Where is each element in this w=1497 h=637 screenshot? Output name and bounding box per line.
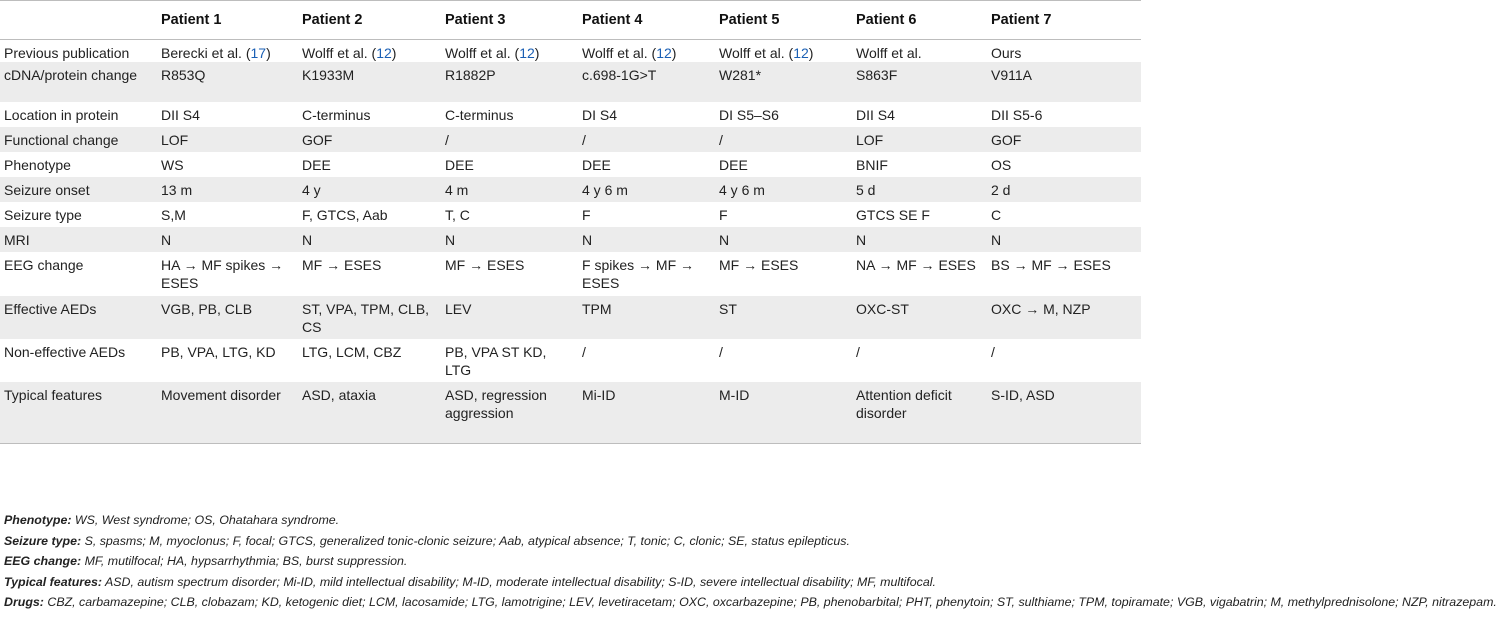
footnote-typical-features <box>4 572 1141 593</box>
cell-text: / <box>582 344 586 360</box>
header-patient-3: Patient 3 <box>441 1 578 40</box>
cell-text: Mi-ID <box>582 387 616 403</box>
table-cell <box>441 339 578 382</box>
cell-text: Movement disorder <box>161 387 281 403</box>
table-cell <box>852 339 987 382</box>
table-cell <box>441 252 578 296</box>
footnote-seizure-type <box>4 531 1141 552</box>
table-cell <box>157 102 298 127</box>
footnote-text: ASD, autism spectrum disorder; Mi-ID, mild intellectual disability; M-ID, moderate intellectual disability; S-ID, severe intellectual disability; MF, multifocal. <box>102 574 936 589</box>
cell-text: N <box>719 232 730 248</box>
cell-text: DI S5–S6 <box>719 107 779 123</box>
footnote-text: S, spasms; M, myoclonus; F, focal; GTCS, generalized tonic-clonic seizure; Aab, atypical absence; T, tonic; C, clonic; SE, status epilepticus. <box>81 533 850 548</box>
cell-text-end: ) <box>391 45 397 61</box>
table-cell <box>441 202 578 227</box>
table-cell <box>852 227 987 252</box>
table-cell <box>578 382 715 443</box>
footnote-phenotype <box>4 510 1141 531</box>
row-label: Location in protein <box>4 107 119 123</box>
footnote-eeg-change <box>4 551 1141 572</box>
header-patient-2: Patient 2 <box>298 1 441 40</box>
cell-text: DEE <box>445 157 474 173</box>
table-cell <box>578 152 715 177</box>
table-cell <box>987 177 1141 202</box>
row-label: EEG change <box>4 257 84 273</box>
table-cell <box>715 177 852 202</box>
table-cell <box>441 382 578 443</box>
row-label: Seizure onset <box>4 182 90 198</box>
cell-text: F spikes → MF → ESES <box>582 257 695 291</box>
table-cell <box>157 127 298 152</box>
cell-text: 2 d <box>991 182 1011 198</box>
footnote-text: WS, West syndrome; OS, Ohatahara syndrome. <box>71 513 340 527</box>
table-cell <box>852 177 987 202</box>
table-header-row <box>0 1 1141 40</box>
cell-text: C-terminus <box>445 107 514 123</box>
cell-text: DEE <box>582 157 611 173</box>
cell-text: GTCS SE F <box>856 207 930 223</box>
cell-text: F <box>719 207 728 223</box>
table-row-phenotype <box>0 152 1141 177</box>
table-cell <box>157 62 298 102</box>
cell-text: OXC-ST <box>856 301 909 317</box>
table-cell <box>987 127 1141 152</box>
table-cell <box>578 102 715 127</box>
table-cell <box>298 296 441 339</box>
table-cell <box>298 202 441 227</box>
table-cell <box>298 177 441 202</box>
table-cell <box>298 227 441 252</box>
table-cell <box>715 40 852 63</box>
footnote-label: Typical features: <box>4 574 103 589</box>
cell-text: ASD, ataxia <box>302 387 376 403</box>
table-cell <box>441 177 578 202</box>
table-cell <box>987 382 1141 443</box>
cell-text: Wolff et al. ( <box>719 45 794 61</box>
cell-text: VGB, PB, CLB <box>161 301 253 317</box>
cell-text: GOF <box>302 132 333 148</box>
row-label: Phenotype <box>4 157 71 173</box>
table-cell <box>715 339 852 382</box>
cell-text: LTG, LCM, CBZ <box>302 344 402 360</box>
table-cell <box>441 296 578 339</box>
cell-text: BS → MF → ESES <box>991 257 1111 273</box>
table-cell <box>987 62 1141 102</box>
table-row-previous-publication <box>0 40 1141 63</box>
cell-text: R853Q <box>161 67 206 83</box>
cell-text: / <box>582 132 586 148</box>
cell-text: N <box>582 232 593 248</box>
table-cell <box>715 252 852 296</box>
footnote-drugs <box>4 592 1497 613</box>
row-label: MRI <box>4 232 30 248</box>
table-cell <box>157 252 298 296</box>
cell-text: / <box>991 344 995 360</box>
cell-text: F, GTCS, Aab <box>302 207 388 223</box>
cell-text: T, C <box>445 207 470 223</box>
cell-text: LEV <box>445 301 472 317</box>
table-cell <box>578 40 715 63</box>
cell-text: ASD, regression aggression <box>445 387 547 421</box>
table-cell <box>298 339 441 382</box>
table-cell <box>987 296 1141 339</box>
header-patient-1: Patient 1 <box>157 1 298 40</box>
cell-text: Ours <box>991 45 1022 61</box>
table-cell <box>298 62 441 102</box>
table-cell <box>157 40 298 63</box>
table-cell <box>298 40 441 63</box>
cell-text: 4 m <box>445 182 469 198</box>
reference-link[interactable]: 12 <box>793 45 809 61</box>
row-label: Seizure type <box>4 207 82 223</box>
cell-text: C-terminus <box>302 107 371 123</box>
cell-text: 13 m <box>161 182 193 198</box>
cell-text: PB, VPA, LTG, KD <box>161 344 276 360</box>
table-cell <box>157 227 298 252</box>
cell-text: DII S4 <box>161 107 200 123</box>
cell-text: / <box>719 344 723 360</box>
cell-text: 4 y <box>302 182 321 198</box>
cell-text: PB, VPA ST KD, LTG <box>445 344 547 378</box>
table-cell <box>987 252 1141 296</box>
table-row-typical-features <box>0 382 1141 443</box>
table-cell <box>298 102 441 127</box>
cell-text: N <box>856 232 867 248</box>
table-cell <box>852 382 987 443</box>
cell-text: Wolff et al. <box>856 45 922 61</box>
table-cell <box>987 152 1141 177</box>
table-cell <box>441 152 578 177</box>
table-cell <box>987 40 1141 63</box>
cell-text: ST <box>719 301 737 317</box>
cell-text: F <box>582 207 591 223</box>
cell-text: 5 d <box>856 182 876 198</box>
cell-text: N <box>991 232 1002 248</box>
table-cell <box>852 202 987 227</box>
table-cell <box>852 296 987 339</box>
table-cell <box>578 62 715 102</box>
cell-text: GOF <box>991 132 1022 148</box>
table-row-eeg-change <box>0 252 1141 296</box>
reference-link[interactable]: 17 <box>250 45 267 61</box>
cell-text: Wolff et al. ( <box>302 45 377 61</box>
footnote-label: Seizure type: <box>4 533 82 548</box>
cell-text: N <box>445 232 456 248</box>
reference-link[interactable]: 12 <box>376 45 392 61</box>
table-cell <box>715 202 852 227</box>
table-cell <box>578 339 715 382</box>
cell-text: DI S4 <box>582 107 618 123</box>
table-cell <box>578 252 715 296</box>
cell-text: LOF <box>856 132 884 148</box>
table-cell <box>852 62 987 102</box>
table-row-functional-change <box>0 127 1141 152</box>
table-cell <box>715 102 852 127</box>
cell-text: K1933M <box>302 67 355 83</box>
row-label: Effective AEDs <box>4 301 97 317</box>
cell-text: MF → ESES <box>445 257 525 273</box>
cell-text: Wolff et al. ( <box>582 45 657 61</box>
cell-text-end: ) <box>671 45 677 61</box>
table-footnotes <box>4 510 1497 613</box>
footnote-label: Phenotype: <box>4 513 72 527</box>
row-label: Non-effective AEDs <box>4 344 126 360</box>
table-cell <box>441 127 578 152</box>
cell-text: LOF <box>161 132 189 148</box>
cell-text-end: ) <box>808 45 814 61</box>
cell-text: Berecki et al. ( <box>161 45 251 61</box>
table-cell <box>441 227 578 252</box>
table-cell <box>578 127 715 152</box>
cell-text: W281* <box>719 67 762 83</box>
table-cell <box>157 296 298 339</box>
cell-text-end: ) <box>266 45 271 61</box>
cell-text: Attention deficit disorder <box>856 387 952 421</box>
cell-text: N <box>302 232 313 248</box>
table-cell <box>715 296 852 339</box>
header-patient-5: Patient 5 <box>715 1 852 40</box>
cell-text: DEE <box>719 157 748 173</box>
cell-text: BNIF <box>856 157 888 173</box>
cell-text: DII S5-6 <box>991 107 1043 123</box>
cell-text: / <box>856 344 860 360</box>
table-row-non-effective-aeds <box>0 339 1141 382</box>
cell-text: R1882P <box>445 67 496 83</box>
cell-text: WS <box>161 157 184 173</box>
table-cell <box>157 152 298 177</box>
cell-text: C <box>991 207 1002 223</box>
table-cell <box>578 227 715 252</box>
table-cell <box>157 339 298 382</box>
cell-text: c.698-1G>T <box>582 67 657 83</box>
table-body <box>0 40 1141 444</box>
header-patient-6: Patient 6 <box>852 1 987 40</box>
cell-text: DEE <box>302 157 331 173</box>
table-cell <box>157 382 298 443</box>
table-cell <box>852 252 987 296</box>
table-cell <box>441 102 578 127</box>
table-cell <box>715 382 852 443</box>
table-cell <box>987 339 1141 382</box>
cell-text: 4 y 6 m <box>719 182 765 198</box>
table-row-location-in-protein <box>0 102 1141 127</box>
cell-text: Wolff et al. ( <box>445 45 520 61</box>
cell-text: / <box>719 132 723 148</box>
table-cell <box>298 152 441 177</box>
table-cell <box>715 127 852 152</box>
table-row-cdna-protein-change <box>0 62 1141 102</box>
cell-text: S-ID, ASD <box>991 387 1055 403</box>
row-label: Typical features <box>0 382 157 443</box>
cell-text: MF → ESES <box>302 257 382 273</box>
table-cell <box>157 177 298 202</box>
table-cell <box>578 177 715 202</box>
table-row-effective-aeds <box>0 296 1141 339</box>
cell-text: V911A <box>991 67 1032 83</box>
footnote-text: MF, mutilfocal; HA, hypsarrhythmia; BS, burst suppression. <box>81 554 408 569</box>
table-row-seizure-type <box>0 202 1141 227</box>
cell-text: HA → MF spikes → ESES <box>161 257 284 291</box>
table-cell <box>298 127 441 152</box>
cell-text: M-ID <box>719 387 750 403</box>
reference-link[interactable]: 12 <box>656 45 672 61</box>
table-cell <box>852 40 987 63</box>
cell-text: MF → ESES <box>719 257 799 273</box>
table-cell <box>852 127 987 152</box>
row-label: cDNA/protein change <box>4 67 138 83</box>
cell-text: S863F <box>856 67 898 83</box>
table-cell <box>298 252 441 296</box>
reference-link[interactable]: 12 <box>519 45 535 61</box>
table-cell <box>987 202 1141 227</box>
header-patient-4: Patient 4 <box>578 1 715 40</box>
header-patient-7: Patient 7 <box>987 1 1141 40</box>
table-cell <box>298 382 441 443</box>
cell-text: / <box>445 132 449 148</box>
cell-text: N <box>161 232 172 248</box>
cell-text: NA → MF → ESES <box>856 257 976 273</box>
footnote-text: CBZ, carbamazepine; CLB, clobazam; KD, ketogenic diet; LCM, lacosamide; LTG, lamotrigine; LEV, levetiracetam; OXC, oxcarbazepine; PB, phenobarbital; PHT, phenytoin; ST, sulthiame; TPM, topiramate; VGB, vigabatrin; M, methylprednisolone; NZP, nitrazepam. <box>43 595 1497 610</box>
header-corner <box>0 1 157 40</box>
table-cell <box>715 62 852 102</box>
table-cell <box>441 62 578 102</box>
cell-text: OXC → M, NZP <box>991 301 1091 317</box>
table-cell <box>715 152 852 177</box>
cell-text: 4 y 6 m <box>582 182 628 198</box>
table-cell <box>987 102 1141 127</box>
row-label: Previous publication <box>4 45 130 61</box>
table-cell <box>441 40 578 63</box>
cell-text-end: ) <box>534 45 540 61</box>
table-cell <box>852 152 987 177</box>
table-row-seizure-onset <box>0 177 1141 202</box>
table-cell <box>578 202 715 227</box>
cell-text: S,M <box>161 207 186 223</box>
cell-text: ST, VPA, TPM, CLB, CS <box>302 301 430 335</box>
footnote-label: EEG change: <box>4 554 82 569</box>
table-cell <box>578 296 715 339</box>
table-row-mri <box>0 227 1141 252</box>
row-label: Functional change <box>4 132 119 148</box>
table-cell <box>852 102 987 127</box>
cell-text: DII S4 <box>856 107 895 123</box>
table-cell <box>715 227 852 252</box>
cell-text: TPM <box>582 301 612 317</box>
table-cell <box>157 202 298 227</box>
table-cell <box>987 227 1141 252</box>
cell-text: OS <box>991 157 1012 173</box>
footnote-label: Drugs: <box>4 595 44 610</box>
